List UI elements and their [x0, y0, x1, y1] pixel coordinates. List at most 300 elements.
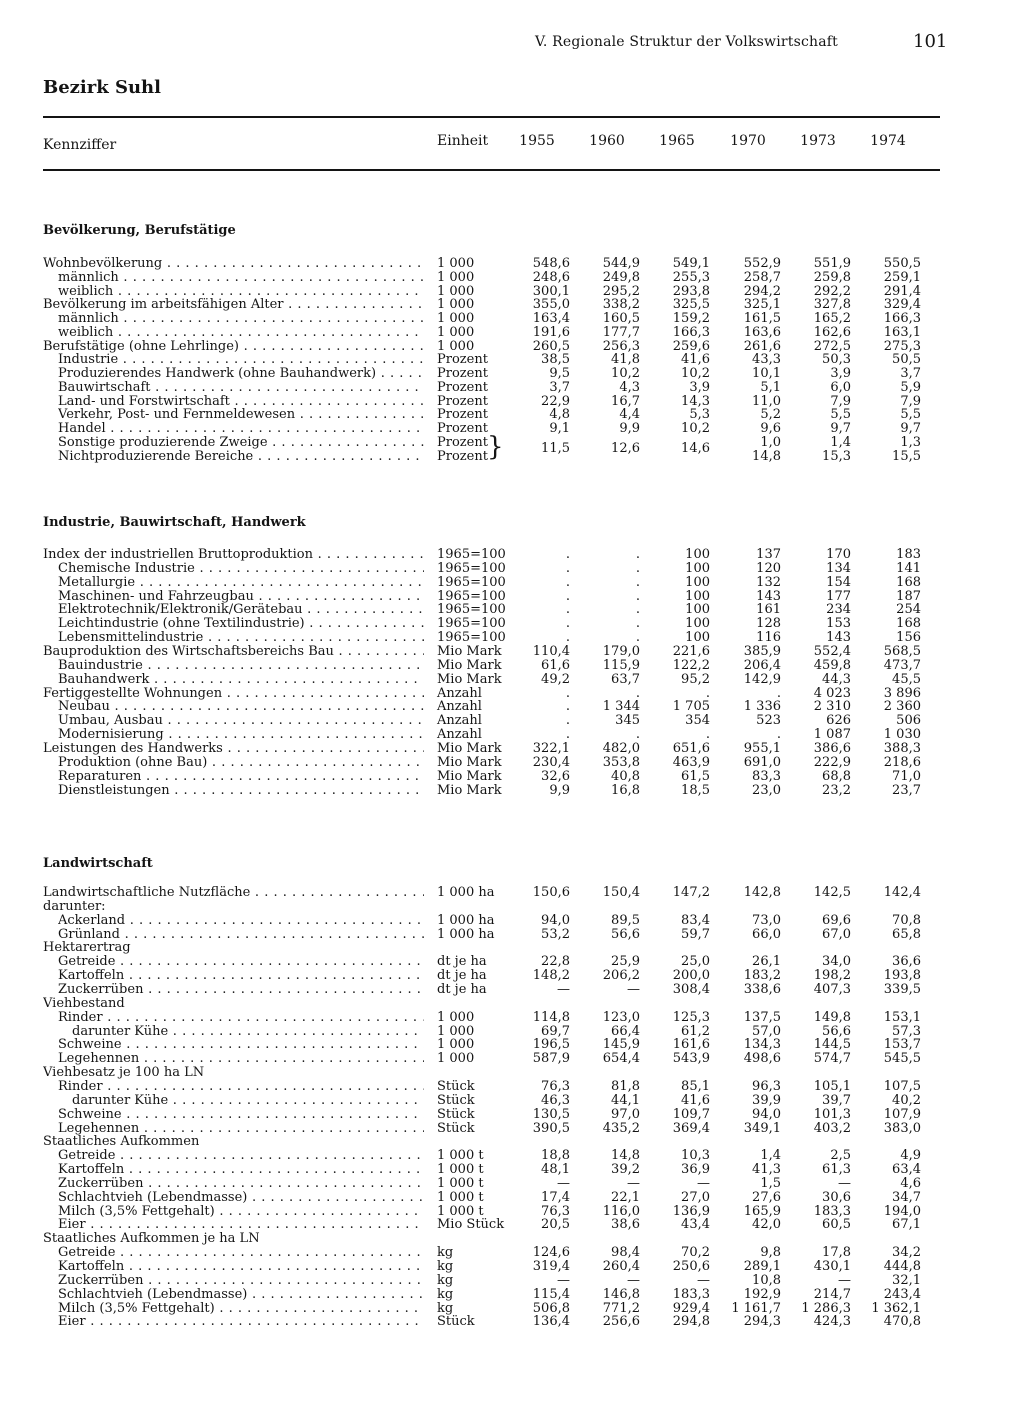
table-cell: 430,1 — [813, 1259, 851, 1274]
table-cell: 9,8 — [760, 1245, 781, 1261]
table-cell: 10,3 — [681, 1148, 710, 1164]
table-cell: 552,4 — [813, 644, 851, 659]
table-cell: 100 — [685, 616, 710, 632]
table-cell: 390,5 — [532, 1120, 570, 1136]
table-cell: 146,8 — [602, 1286, 640, 1302]
table-cell: 424,3 — [813, 1314, 851, 1330]
table-cell: . — [565, 602, 570, 618]
row-unit: 1 000 — [437, 1009, 475, 1025]
table-cell: 161,6 — [672, 1037, 710, 1053]
table-cell: 587,9 — [532, 1051, 570, 1067]
row-label: Schweine . . . — [58, 1108, 424, 1122]
page-title: Bezirk Suhl — [43, 77, 161, 98]
row-label: Schweine . . . — [58, 1038, 424, 1052]
row-unit: Mio Mark — [437, 740, 502, 756]
table-cell: 10,1 — [752, 366, 781, 381]
table-cell: 353,8 — [602, 754, 640, 770]
table-cell: 50,5 — [892, 352, 921, 368]
table-cell: 38,5 — [541, 352, 570, 368]
table-cell: 191,6 — [532, 324, 570, 340]
table-row — [0, 886, 1024, 900]
row-unit: 1 000 t — [437, 1175, 484, 1191]
table-cell: 44,3 — [822, 671, 851, 687]
table-cell: 107,5 — [883, 1078, 921, 1094]
row-unit: dt je ha — [437, 954, 487, 970]
table-cell: 3,7 — [900, 366, 921, 381]
table-row — [0, 1205, 1024, 1219]
table-cell: 550,5 — [883, 256, 921, 271]
table-row — [0, 1246, 1024, 1260]
table-row — [0, 1011, 1024, 1025]
column-header-year: 1974 — [870, 133, 906, 149]
table-cell: 25,0 — [681, 954, 710, 970]
table-cell: 14,8 — [611, 1148, 640, 1164]
row-unit: kg — [437, 1300, 454, 1316]
row-unit: Prozent — [437, 352, 488, 368]
table-cell: 136,4 — [532, 1314, 570, 1330]
row-label: Umbau, Ausbau . . . — [58, 714, 424, 728]
table-cell: 22,8 — [541, 954, 570, 970]
table-row — [0, 997, 1024, 1011]
row-unit: Mio Mark — [437, 768, 502, 784]
table-cell: 183 — [896, 547, 921, 562]
table-cell: 506 — [896, 713, 921, 729]
table-row — [0, 1038, 1024, 1052]
table-cell: 100 — [685, 602, 710, 618]
table-cell: 63,7 — [611, 671, 640, 687]
table-cell: 289,1 — [743, 1259, 781, 1274]
table-cell: 3 896 — [883, 685, 921, 701]
row-label: Maschinen- und Fahrzeugbau . . . — [58, 590, 424, 604]
row-unit: 1 000 t — [437, 1189, 484, 1205]
table-cell: 5,1 — [760, 379, 781, 395]
row-unit: 1 000 t — [437, 1148, 484, 1164]
row-unit: kg — [437, 1259, 454, 1274]
table-cell: 1,4 — [760, 1148, 781, 1164]
table-cell: 198,2 — [813, 968, 851, 984]
table-cell: 206,4 — [743, 657, 781, 673]
table-cell: 4,8 — [549, 407, 570, 423]
table-cell: 1 087 — [813, 727, 851, 742]
table-cell: 10,2 — [611, 366, 640, 381]
column-header-year: 1970 — [730, 133, 766, 149]
table-cell: 435,2 — [602, 1120, 640, 1136]
table-cell: 137 — [756, 547, 781, 562]
row-unit: Mio Mark — [437, 754, 502, 770]
row-label: Bauindustrie . . . — [58, 659, 424, 673]
table-cell: 9,7 — [900, 421, 921, 436]
table-cell: . — [705, 727, 710, 742]
table-cell: 327,8 — [813, 297, 851, 313]
table-cell: 42,0 — [752, 1217, 781, 1233]
table-cell: 41,6 — [681, 1092, 710, 1108]
table-cell: 221,6 — [672, 644, 710, 659]
table-cell: 100 — [685, 574, 710, 590]
row-unit: Prozent — [437, 366, 488, 381]
row-label: Kartoffeln . . . — [58, 1260, 424, 1274]
table-cell: 96,3 — [752, 1078, 781, 1094]
table-row — [0, 271, 1024, 285]
row-unit: 1 000 ha — [437, 912, 495, 928]
table-cell: 36,9 — [681, 1162, 710, 1177]
section-title: Bevölkerung, Berufstätige — [43, 223, 236, 238]
row-label: Reparaturen . . . — [58, 770, 424, 784]
table-cell: 34,2 — [892, 1245, 921, 1261]
row-label: Lebensmittelindustrie . . . — [58, 631, 424, 645]
row-label: Legehennen . . . — [58, 1052, 424, 1066]
table-cell: 34,7 — [892, 1189, 921, 1205]
row-label: Getreide . . . — [58, 1149, 424, 1163]
table-cell: 325,1 — [743, 297, 781, 313]
table-row — [0, 1232, 1024, 1246]
table-cell: 187 — [896, 588, 921, 604]
table-row — [0, 770, 1024, 784]
table-cell: 407,3 — [813, 982, 851, 997]
row-label: Milch (3,5% Fettgehalt) . . . — [58, 1302, 424, 1316]
table-cell: 7,9 — [830, 393, 851, 409]
table-cell: 259,1 — [883, 269, 921, 285]
table-cell: 57,3 — [892, 1023, 921, 1039]
table-cell: 149,8 — [813, 1009, 851, 1025]
table-cell: . — [635, 630, 640, 646]
table-cell: 134,3 — [743, 1037, 781, 1053]
table-row — [0, 548, 1024, 562]
table-cell: 196,5 — [532, 1037, 570, 1053]
row-unit: Mio Stück — [437, 1217, 505, 1233]
table-cell: 651,6 — [672, 740, 710, 756]
row-unit: Stück — [437, 1314, 475, 1330]
table-cell: 230,4 — [532, 754, 570, 770]
table-cell: 116 — [756, 630, 781, 646]
table-row — [0, 395, 1024, 409]
row-unit: kg — [437, 1272, 454, 1288]
row-label: Bauwirtschaft . . . — [58, 381, 424, 395]
table-cell: 2,5 — [830, 1148, 851, 1164]
table-cell: 69,7 — [541, 1023, 570, 1039]
table-cell: 16,8 — [611, 782, 640, 798]
table-cell: 153,7 — [883, 1037, 921, 1053]
row-label: Hektarertrag — [43, 941, 131, 956]
table-cell: 291,4 — [883, 283, 921, 299]
table-cell: — — [627, 982, 640, 997]
table-cell: 574,7 — [813, 1051, 851, 1067]
table-cell: 56,6 — [611, 926, 640, 942]
row-unit: Mio Mark — [437, 782, 502, 798]
table-cell: 249,8 — [602, 269, 640, 285]
section-title: Industrie, Bauwirtschaft, Handwerk — [43, 515, 306, 530]
table-cell: 170 — [826, 547, 851, 562]
table-cell: 259,6 — [672, 338, 710, 354]
row-unit: 1 000 — [437, 311, 475, 326]
table-cell: 45,5 — [892, 671, 921, 687]
row-unit: 1 000 — [437, 269, 475, 285]
table-cell: 109,7 — [672, 1106, 710, 1122]
table-cell: 498,6 — [743, 1051, 781, 1067]
table-cell: 23,7 — [892, 782, 921, 798]
table-cell: 294,2 — [743, 283, 781, 299]
table-row — [0, 1108, 1024, 1122]
table-row — [0, 1052, 1024, 1066]
table-cell: 3,9 — [689, 379, 710, 395]
row-unit: 1 000 — [437, 1037, 475, 1053]
table-cell: 444,8 — [883, 1259, 921, 1274]
row-label: Neubau . . . — [58, 700, 424, 714]
table-cell: . — [635, 602, 640, 618]
table-cell: 4,3 — [619, 379, 640, 395]
row-unit: 1 000 ha — [437, 885, 495, 900]
table-row — [0, 914, 1024, 928]
table-cell: . — [635, 727, 640, 742]
table-cell: 43,4 — [681, 1217, 710, 1233]
row-label: Viehbestand — [43, 996, 125, 1011]
table-cell: 250,6 — [672, 1259, 710, 1274]
row-label: Chemische Industrie . . . — [58, 562, 424, 576]
row-label: Wohnbevölkerung . . . — [43, 257, 424, 271]
table-cell: 142,5 — [813, 885, 851, 900]
table-cell: 9,6 — [760, 421, 781, 436]
row-label: Berufstätige (ohne Lehrlinge) . . . — [43, 340, 424, 354]
table-cell: 18,8 — [541, 1148, 570, 1164]
table-cell: 25,9 — [611, 954, 640, 970]
table-cell: 294,8 — [672, 1314, 710, 1330]
row-unit: 1 000 — [437, 1023, 475, 1039]
table-cell: 1 362,1 — [871, 1300, 921, 1316]
table-cell: — — [838, 1272, 851, 1288]
table-cell: 41,6 — [681, 352, 710, 368]
table-cell: 339,5 — [883, 982, 921, 997]
table-cell: 68,8 — [822, 768, 851, 784]
row-label: Landwirtschaftliche Nutzfläche . . . — [43, 886, 424, 900]
table-cell: 150,4 — [602, 885, 640, 900]
table-row — [0, 590, 1024, 604]
row-label: Schlachtvieh (Lebendmasse) . . . — [58, 1191, 424, 1205]
table-row — [0, 1080, 1024, 1094]
table-cell: 116,0 — [602, 1203, 640, 1219]
table-cell: 73,0 — [752, 912, 781, 928]
table-row — [0, 784, 1024, 798]
table-cell: 1,4 — [830, 434, 851, 450]
row-label: Rinder . . . — [58, 1011, 424, 1025]
row-label: Bevölkerung im arbeitsfähigen Alter . . . — [43, 298, 424, 312]
table-cell: 150,6 — [532, 885, 570, 900]
table-row — [0, 326, 1024, 340]
row-unit: Stück — [437, 1120, 475, 1136]
row-label: Leichtindustrie (ohne Textilindustrie) . . . — [58, 617, 424, 631]
table-cell: 100 — [685, 630, 710, 646]
table-cell: 27,0 — [681, 1189, 710, 1205]
row-label: Handel . . . — [58, 422, 424, 436]
table-row — [0, 941, 1024, 955]
row-label: Bauhandwerk . . . — [58, 673, 424, 687]
table-cell: 218,6 — [883, 754, 921, 770]
table-cell: 154 — [826, 574, 851, 590]
table-cell: 39,9 — [752, 1092, 781, 1108]
row-unit: Prozent — [437, 379, 488, 395]
table-cell: 49,2 — [541, 671, 570, 687]
row-unit: Prozent — [437, 393, 488, 409]
table-cell: 61,3 — [822, 1162, 851, 1177]
column-header-year: 1973 — [800, 133, 836, 149]
table-cell: 143 — [826, 630, 851, 646]
table-row — [0, 617, 1024, 631]
table-cell: 771,2 — [602, 1300, 640, 1316]
table-cell: 194,0 — [883, 1203, 921, 1219]
table-cell: 70,8 — [892, 912, 921, 928]
table-cell: 22,1 — [611, 1189, 640, 1205]
table-cell: 26,1 — [752, 954, 781, 970]
row-unit: dt je ha — [437, 968, 487, 984]
table-cell: 929,4 — [672, 1300, 710, 1316]
table-cell: 71,0 — [892, 768, 921, 784]
table-row — [0, 1149, 1024, 1163]
table-cell: 163,6 — [743, 324, 781, 340]
row-unit: 1 000 — [437, 297, 475, 313]
table-cell: 6,0 — [830, 379, 851, 395]
table-cell: 160,5 — [602, 311, 640, 326]
table-cell: 261,6 — [743, 338, 781, 354]
table-cell: 23,2 — [822, 782, 851, 798]
table-cell: 10,8 — [752, 1272, 781, 1288]
row-unit: 1965=100 — [437, 574, 506, 590]
table-cell: 544,9 — [602, 256, 640, 271]
table-cell: — — [627, 1272, 640, 1288]
table-cell: 506,8 — [532, 1300, 570, 1316]
table-cell: 147,2 — [672, 885, 710, 900]
row-unit: kg — [437, 1245, 454, 1261]
table-cell: 383,0 — [883, 1120, 921, 1136]
table-cell: 38,6 — [611, 1217, 640, 1233]
row-unit: 1965=100 — [437, 560, 506, 576]
table-cell: 63,4 — [892, 1162, 921, 1177]
table-cell: 53,2 — [541, 926, 570, 942]
table-cell: 61,2 — [681, 1023, 710, 1039]
table-cell: 482,0 — [602, 740, 640, 756]
table-cell: 168 — [896, 616, 921, 632]
row-label: Fertiggestellte Wohnungen . . . — [43, 687, 424, 701]
row-unit: Prozent — [437, 407, 488, 423]
table-cell: 76,3 — [541, 1203, 570, 1219]
table-cell: 551,9 — [813, 256, 851, 271]
table-row — [0, 1274, 1024, 1288]
row-label: Produzierendes Handwerk (ohne Bauhandwerk) . . . — [58, 367, 424, 381]
table-cell: 523 — [756, 713, 781, 729]
row-unit: 1 000 t — [437, 1203, 484, 1219]
table-cell: 61,6 — [541, 657, 570, 673]
table-cell: 124,6 — [532, 1245, 570, 1261]
table-cell: 256,3 — [602, 338, 640, 354]
row-label: darunter Kühe . . . — [72, 1025, 424, 1039]
table-row — [0, 687, 1024, 701]
table-row — [0, 1163, 1024, 1177]
table-cell: 100 — [685, 547, 710, 562]
table-cell: 322,1 — [532, 740, 570, 756]
table-cell: 459,8 — [813, 657, 851, 673]
table-cell: 10,2 — [681, 366, 710, 381]
row-label: Dienstleistungen . . . — [58, 784, 424, 798]
table-cell: 15,3 — [822, 448, 851, 464]
table-cell: . — [565, 630, 570, 646]
row-unit: 1965=100 — [437, 602, 506, 618]
table-cell: . — [635, 588, 640, 604]
column-header-year: 1965 — [659, 133, 695, 149]
table-row — [0, 631, 1024, 645]
table-cell: 9,9 — [549, 782, 570, 798]
table-cell: 5,5 — [900, 407, 921, 423]
table-row — [0, 969, 1024, 983]
table-cell: 15,5 — [892, 448, 921, 464]
table-row — [0, 353, 1024, 367]
row-label: Zuckerrüben . . . — [58, 983, 424, 997]
table-cell: 20,5 — [541, 1217, 570, 1233]
table-row — [0, 1260, 1024, 1274]
row-label: Kartoffeln . . . — [58, 969, 424, 983]
table-cell: 222,9 — [813, 754, 851, 770]
row-label: Legehennen . . . — [58, 1122, 424, 1136]
table-cell: . — [565, 547, 570, 562]
table-cell: 691,0 — [743, 754, 781, 770]
table-cell: 292,2 — [813, 283, 851, 299]
table-cell: 115,9 — [602, 657, 640, 673]
table-cell: 1,3 — [900, 434, 921, 450]
row-label: Bauproduktion des Wirtschaftsbereichs Bau . . . — [43, 645, 424, 659]
table-cell: . — [635, 560, 640, 576]
table-cell: 1 344 — [602, 699, 640, 715]
table-cell: 1,5 — [760, 1175, 781, 1191]
table-cell: 137,5 — [743, 1009, 781, 1025]
table-cell: . — [635, 574, 640, 590]
table-cell: 14,8 — [752, 448, 781, 464]
table-cell: 43,3 — [752, 352, 781, 368]
table-cell: — — [697, 1272, 710, 1288]
table-cell: 40,2 — [892, 1092, 921, 1108]
table-cell: . — [565, 588, 570, 604]
table-cell: 40,8 — [611, 768, 640, 784]
table-row — [0, 285, 1024, 299]
merged-cell: 11,5 — [541, 441, 570, 456]
table-cell: 179,0 — [602, 644, 640, 659]
table-cell: 9,5 — [549, 366, 570, 381]
table-cell: 258,7 — [743, 269, 781, 285]
row-unit: Prozent — [437, 448, 488, 464]
table-header-rule — [43, 169, 940, 171]
row-label: männlich . . . — [58, 271, 424, 285]
table-row — [0, 1302, 1024, 1316]
table-header — [0, 133, 1024, 153]
table-cell: 206,2 — [602, 968, 640, 984]
table-cell: 115,4 — [532, 1286, 570, 1302]
table-cell: 67,0 — [822, 926, 851, 942]
table-cell: 293,8 — [672, 283, 710, 299]
table-cell: 48,1 — [541, 1162, 570, 1177]
column-header-unit: Einheit — [437, 133, 489, 149]
column-header-year: 1960 — [589, 133, 625, 149]
table-cell: 110,4 — [532, 644, 570, 659]
table-cell: — — [697, 1175, 710, 1191]
table-cell: 470,8 — [883, 1314, 921, 1330]
table-cell: 329,4 — [883, 297, 921, 313]
table-cell: 338,6 — [743, 982, 781, 997]
table-cell: 165,2 — [813, 311, 851, 326]
table-cell: 120 — [756, 560, 781, 576]
table-cell: 4,6 — [900, 1175, 921, 1191]
table-row — [0, 381, 1024, 395]
table-cell: 61,5 — [681, 768, 710, 784]
table-cell: 70,2 — [681, 1245, 710, 1261]
table-cell: 3,7 — [549, 379, 570, 395]
table-row — [0, 728, 1024, 742]
row-label: Grünland . . . — [58, 928, 424, 942]
row-unit: Prozent — [437, 434, 488, 450]
